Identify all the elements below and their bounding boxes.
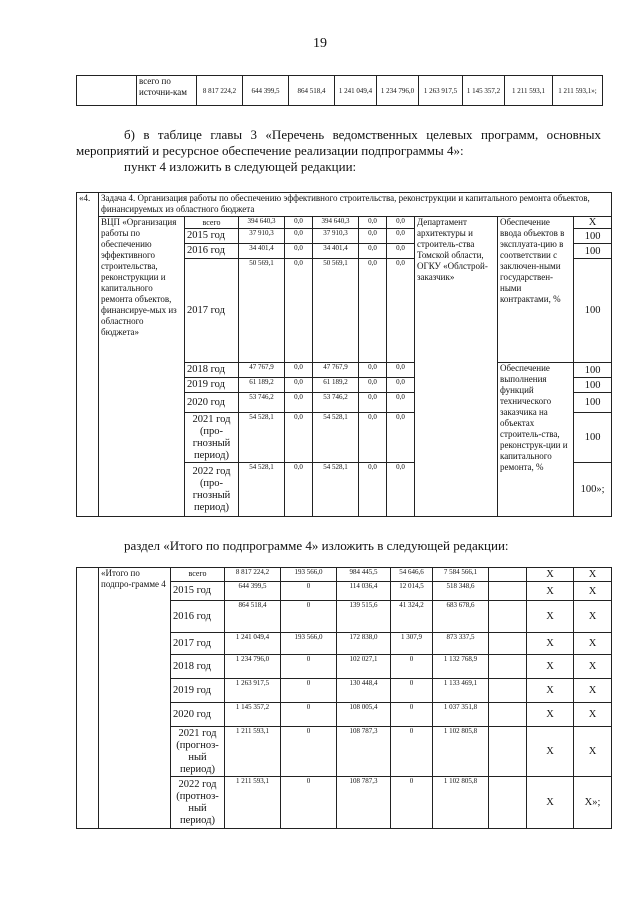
indicator-value: 100 bbox=[574, 363, 612, 378]
reg-cell: 34 401,4 bbox=[313, 244, 359, 259]
page-number: 19 bbox=[313, 36, 327, 51]
value-cell: 1 145 357,2 bbox=[463, 76, 505, 106]
mun-cell: 0,0 bbox=[359, 363, 387, 378]
reg-cell: 108 787,3 bbox=[337, 777, 391, 829]
mun-cell: 0 bbox=[391, 703, 433, 727]
other-cell: 1 133 469,1 bbox=[433, 679, 489, 703]
x-cell: Х bbox=[574, 655, 612, 679]
mun-cell: 0 bbox=[391, 727, 433, 777]
blank-cell bbox=[489, 655, 527, 679]
totals-table bbox=[76, 567, 612, 829]
mun-cell: 0,0 bbox=[359, 413, 387, 463]
indicator-value: Х bbox=[574, 217, 612, 229]
year-cell: всего bbox=[171, 568, 225, 582]
other-cell: 1 102 805,8 bbox=[433, 777, 489, 829]
blank-cell bbox=[489, 679, 527, 703]
mun-cell: 1 307,9 bbox=[391, 633, 433, 655]
indicator-value: 100 bbox=[574, 259, 612, 363]
reg-cell: 108 787,3 bbox=[337, 727, 391, 777]
x-cell: Х bbox=[527, 679, 574, 703]
fed-cell: 0,0 bbox=[285, 413, 313, 463]
x-cell: Х bbox=[527, 703, 574, 727]
x-cell: Х bbox=[574, 582, 612, 601]
mun-cell: 0,0 bbox=[359, 229, 387, 244]
other-cell: 0,0 bbox=[387, 229, 415, 244]
x-cell: Х bbox=[527, 777, 574, 829]
fed-cell: 0 bbox=[281, 582, 337, 601]
other-cell: 0,0 bbox=[387, 244, 415, 259]
indicator-1: Обеспечение ввода объектов в эксплуата-цию в соответствии с заключен-ными государствен-ными контрактами, % bbox=[498, 217, 574, 363]
mun-cell: 0,0 bbox=[359, 217, 387, 229]
blank-cell bbox=[77, 76, 137, 106]
year-cell: всего bbox=[185, 217, 239, 229]
blank-cell bbox=[489, 727, 527, 777]
fed-cell: 0,0 bbox=[285, 363, 313, 378]
fed-cell: 0 bbox=[281, 655, 337, 679]
reg-cell: 61 189,2 bbox=[313, 378, 359, 393]
fed-cell: 0 bbox=[281, 679, 337, 703]
total-cell: 1 211 593,1 bbox=[225, 777, 281, 829]
fed-cell: 0 bbox=[281, 703, 337, 727]
total-cell: 8 817 224,2 bbox=[225, 568, 281, 582]
reg-cell: 114 036,4 bbox=[337, 582, 391, 601]
year-cell: 2017 год bbox=[185, 259, 239, 363]
x-cell: Х bbox=[574, 703, 612, 727]
year-cell: 2018 год bbox=[185, 363, 239, 378]
year-cell: 2016 год bbox=[185, 244, 239, 259]
value-cell: 1 263 917,5 bbox=[419, 76, 463, 106]
paragraph-totals: раздел «Итого по подпрограмме 4» изложить в следующей редакции: bbox=[124, 538, 509, 553]
blank-cell bbox=[489, 582, 527, 601]
x-cell: Х bbox=[527, 633, 574, 655]
mun-cell: 0 bbox=[391, 679, 433, 703]
indicator-value: 100»; bbox=[574, 463, 612, 517]
year-cell: 2022 год (протноз-ный период) bbox=[171, 777, 225, 829]
blank-cell bbox=[489, 633, 527, 655]
task-title: Задача 4. Организация работы по обеспечению эффективного строительства, реконструкции и капитального ремонта объектов, финансируемых из областного бюджета bbox=[99, 193, 612, 217]
total-cell: 1 263 917,5 bbox=[225, 679, 281, 703]
reg-cell: 130 448,4 bbox=[337, 679, 391, 703]
total-cell: 50 569,1 bbox=[239, 259, 285, 363]
year-cell: 2016 год bbox=[171, 601, 225, 633]
mun-cell: 0,0 bbox=[359, 463, 387, 517]
total-cell: 1 145 357,2 bbox=[225, 703, 281, 727]
other-cell: 0,0 bbox=[387, 413, 415, 463]
blank-cell bbox=[489, 568, 527, 582]
fed-cell: 193 566,0 bbox=[281, 568, 337, 582]
reg-cell: 37 910,3 bbox=[313, 229, 359, 244]
total-cell: 54 528,1 bbox=[239, 463, 285, 517]
value-cell: 1 234 796,0 bbox=[377, 76, 419, 106]
mun-cell: 0,0 bbox=[359, 244, 387, 259]
mun-cell: 0 bbox=[391, 777, 433, 829]
other-cell: 873 337,5 bbox=[433, 633, 489, 655]
total-cell: 61 189,2 bbox=[239, 378, 285, 393]
paragraph-point4: пункт 4 изложить в следующей редакции: bbox=[124, 159, 357, 174]
value-cell: 1 241 049,4 bbox=[335, 76, 377, 106]
total-cell: 1 211 593,1 bbox=[225, 727, 281, 777]
year-cell: 2022 год (про-гнозный период) bbox=[185, 463, 239, 517]
reg-cell: 139 515,6 bbox=[337, 601, 391, 633]
mun-cell: 0 bbox=[391, 655, 433, 679]
fed-cell: 0 bbox=[281, 777, 337, 829]
reg-cell: 50 569,1 bbox=[313, 259, 359, 363]
value-cell: 1 211 593,1 bbox=[505, 76, 553, 106]
executor: Департамент архитектуры и строитель-ства Томской области, ОГКУ «Облстрой-заказчик» bbox=[415, 217, 498, 517]
value-cell: 1 211 593,1»; bbox=[553, 76, 603, 106]
task-table bbox=[76, 192, 612, 517]
total-cell: 394 640,3 bbox=[239, 217, 285, 229]
indicator-value: 100 bbox=[574, 229, 612, 244]
year-cell: 2021 год (прогноз-ный период) bbox=[171, 727, 225, 777]
total-cell: 47 767,9 bbox=[239, 363, 285, 378]
fed-cell: 193 566,0 bbox=[281, 633, 337, 655]
other-cell: 518 348,6 bbox=[433, 582, 489, 601]
other-cell: 0,0 bbox=[387, 463, 415, 517]
mun-cell: 12 014,5 bbox=[391, 582, 433, 601]
year-cell: 2020 год bbox=[171, 703, 225, 727]
reg-cell: 54 528,1 bbox=[313, 463, 359, 517]
other-cell: 1 132 768,9 bbox=[433, 655, 489, 679]
year-cell: 2017 год bbox=[171, 633, 225, 655]
value-cell: 864 518,4 bbox=[289, 76, 335, 106]
year-cell: 2015 год bbox=[185, 229, 239, 244]
reg-cell: 47 767,9 bbox=[313, 363, 359, 378]
fed-cell: 0,0 bbox=[285, 244, 313, 259]
year-cell: 2020 год bbox=[185, 393, 239, 413]
reg-cell: 394 640,3 bbox=[313, 217, 359, 229]
indicator-value: 100 bbox=[574, 413, 612, 463]
indicator-value: 100 bbox=[574, 244, 612, 259]
row-label: всего по источни-кам bbox=[137, 76, 197, 106]
x-cell: Х bbox=[574, 601, 612, 633]
mun-cell: 0,0 bbox=[359, 259, 387, 363]
indicator-value: 100 bbox=[574, 393, 612, 413]
fed-cell: 0,0 bbox=[285, 378, 313, 393]
reg-cell: 108 005,4 bbox=[337, 703, 391, 727]
x-cell: Х»; bbox=[574, 777, 612, 829]
other-cell: 0,0 bbox=[387, 259, 415, 363]
x-cell: Х bbox=[527, 601, 574, 633]
total-cell: 1 234 796,0 bbox=[225, 655, 281, 679]
year-cell: 2015 год bbox=[171, 582, 225, 601]
reg-cell: 102 027,1 bbox=[337, 655, 391, 679]
other-cell: 1 037 351,8 bbox=[433, 703, 489, 727]
program-name: ВЦП «Организация работы по обеспечению эффективного строительства, реконструкции и капитального ремонта объектов, финансируе-мых из областного бюджета» bbox=[99, 217, 185, 517]
year-cell: 2019 год bbox=[171, 679, 225, 703]
mun-cell: 0,0 bbox=[359, 378, 387, 393]
fed-cell: 0 bbox=[281, 727, 337, 777]
paragraph-b: б) в таблице главы 3 «Перечень ведомственных целевых программ, основных мероприятий и ресурсное обеспечение реализации подпрограммы 4»: bbox=[76, 127, 601, 158]
year-cell: 2021 год (про-гнозный период) bbox=[185, 413, 239, 463]
blank-cell bbox=[489, 703, 527, 727]
total-cell: 34 401,4 bbox=[239, 244, 285, 259]
year-cell: 2019 год bbox=[185, 378, 239, 393]
fed-cell: 0,0 bbox=[285, 217, 313, 229]
other-cell: 0,0 bbox=[387, 363, 415, 378]
other-cell: 0,0 bbox=[387, 217, 415, 229]
item-number: «4. bbox=[77, 193, 99, 517]
blank-cell bbox=[489, 601, 527, 633]
mun-cell: 54 646,6 bbox=[391, 568, 433, 582]
x-cell: Х bbox=[574, 679, 612, 703]
other-cell: 1 102 805,8 bbox=[433, 727, 489, 777]
x-cell: Х bbox=[574, 633, 612, 655]
total-cell: 1 241 049,4 bbox=[225, 633, 281, 655]
reg-cell: 984 445,5 bbox=[337, 568, 391, 582]
total-cell: 54 528,1 bbox=[239, 413, 285, 463]
other-cell: 0,0 bbox=[387, 378, 415, 393]
x-cell: Х bbox=[574, 727, 612, 777]
mun-cell: 41 324,2 bbox=[391, 601, 433, 633]
x-cell: Х bbox=[574, 568, 612, 582]
x-cell: Х bbox=[527, 727, 574, 777]
total-cell: 864 518,4 bbox=[225, 601, 281, 633]
fed-cell: 0,0 bbox=[285, 463, 313, 517]
value-cell: 8 817 224,2 bbox=[197, 76, 243, 106]
top-table bbox=[76, 75, 603, 106]
reg-cell: 54 528,1 bbox=[313, 413, 359, 463]
reg-cell: 53 746,2 bbox=[313, 393, 359, 413]
blank-cell bbox=[77, 568, 99, 829]
other-cell: 0,0 bbox=[387, 393, 415, 413]
indicator-value: 100 bbox=[574, 378, 612, 393]
mun-cell: 0,0 bbox=[359, 393, 387, 413]
totals-label: «Итого по подпро-грамме 4 bbox=[99, 568, 171, 829]
other-cell: 683 678,6 bbox=[433, 601, 489, 633]
fed-cell: 0,0 bbox=[285, 259, 313, 363]
reg-cell: 172 838,0 bbox=[337, 633, 391, 655]
indicator-2: Обеспечение выполнения функций технического заказчика на объектах строитель-ства, реконструк-ции и капитального ремонта, % bbox=[498, 363, 574, 517]
blank-cell bbox=[489, 777, 527, 829]
x-cell: Х bbox=[527, 568, 574, 582]
fed-cell: 0,0 bbox=[285, 229, 313, 244]
value-cell: 644 399,5 bbox=[243, 76, 289, 106]
fed-cell: 0,0 bbox=[285, 393, 313, 413]
total-cell: 644 399,5 bbox=[225, 582, 281, 601]
other-cell: 7 584 566,1 bbox=[433, 568, 489, 582]
fed-cell: 0 bbox=[281, 601, 337, 633]
x-cell: Х bbox=[527, 655, 574, 679]
total-cell: 37 910,3 bbox=[239, 229, 285, 244]
year-cell: 2018 год bbox=[171, 655, 225, 679]
total-cell: 53 746,2 bbox=[239, 393, 285, 413]
x-cell: Х bbox=[527, 582, 574, 601]
